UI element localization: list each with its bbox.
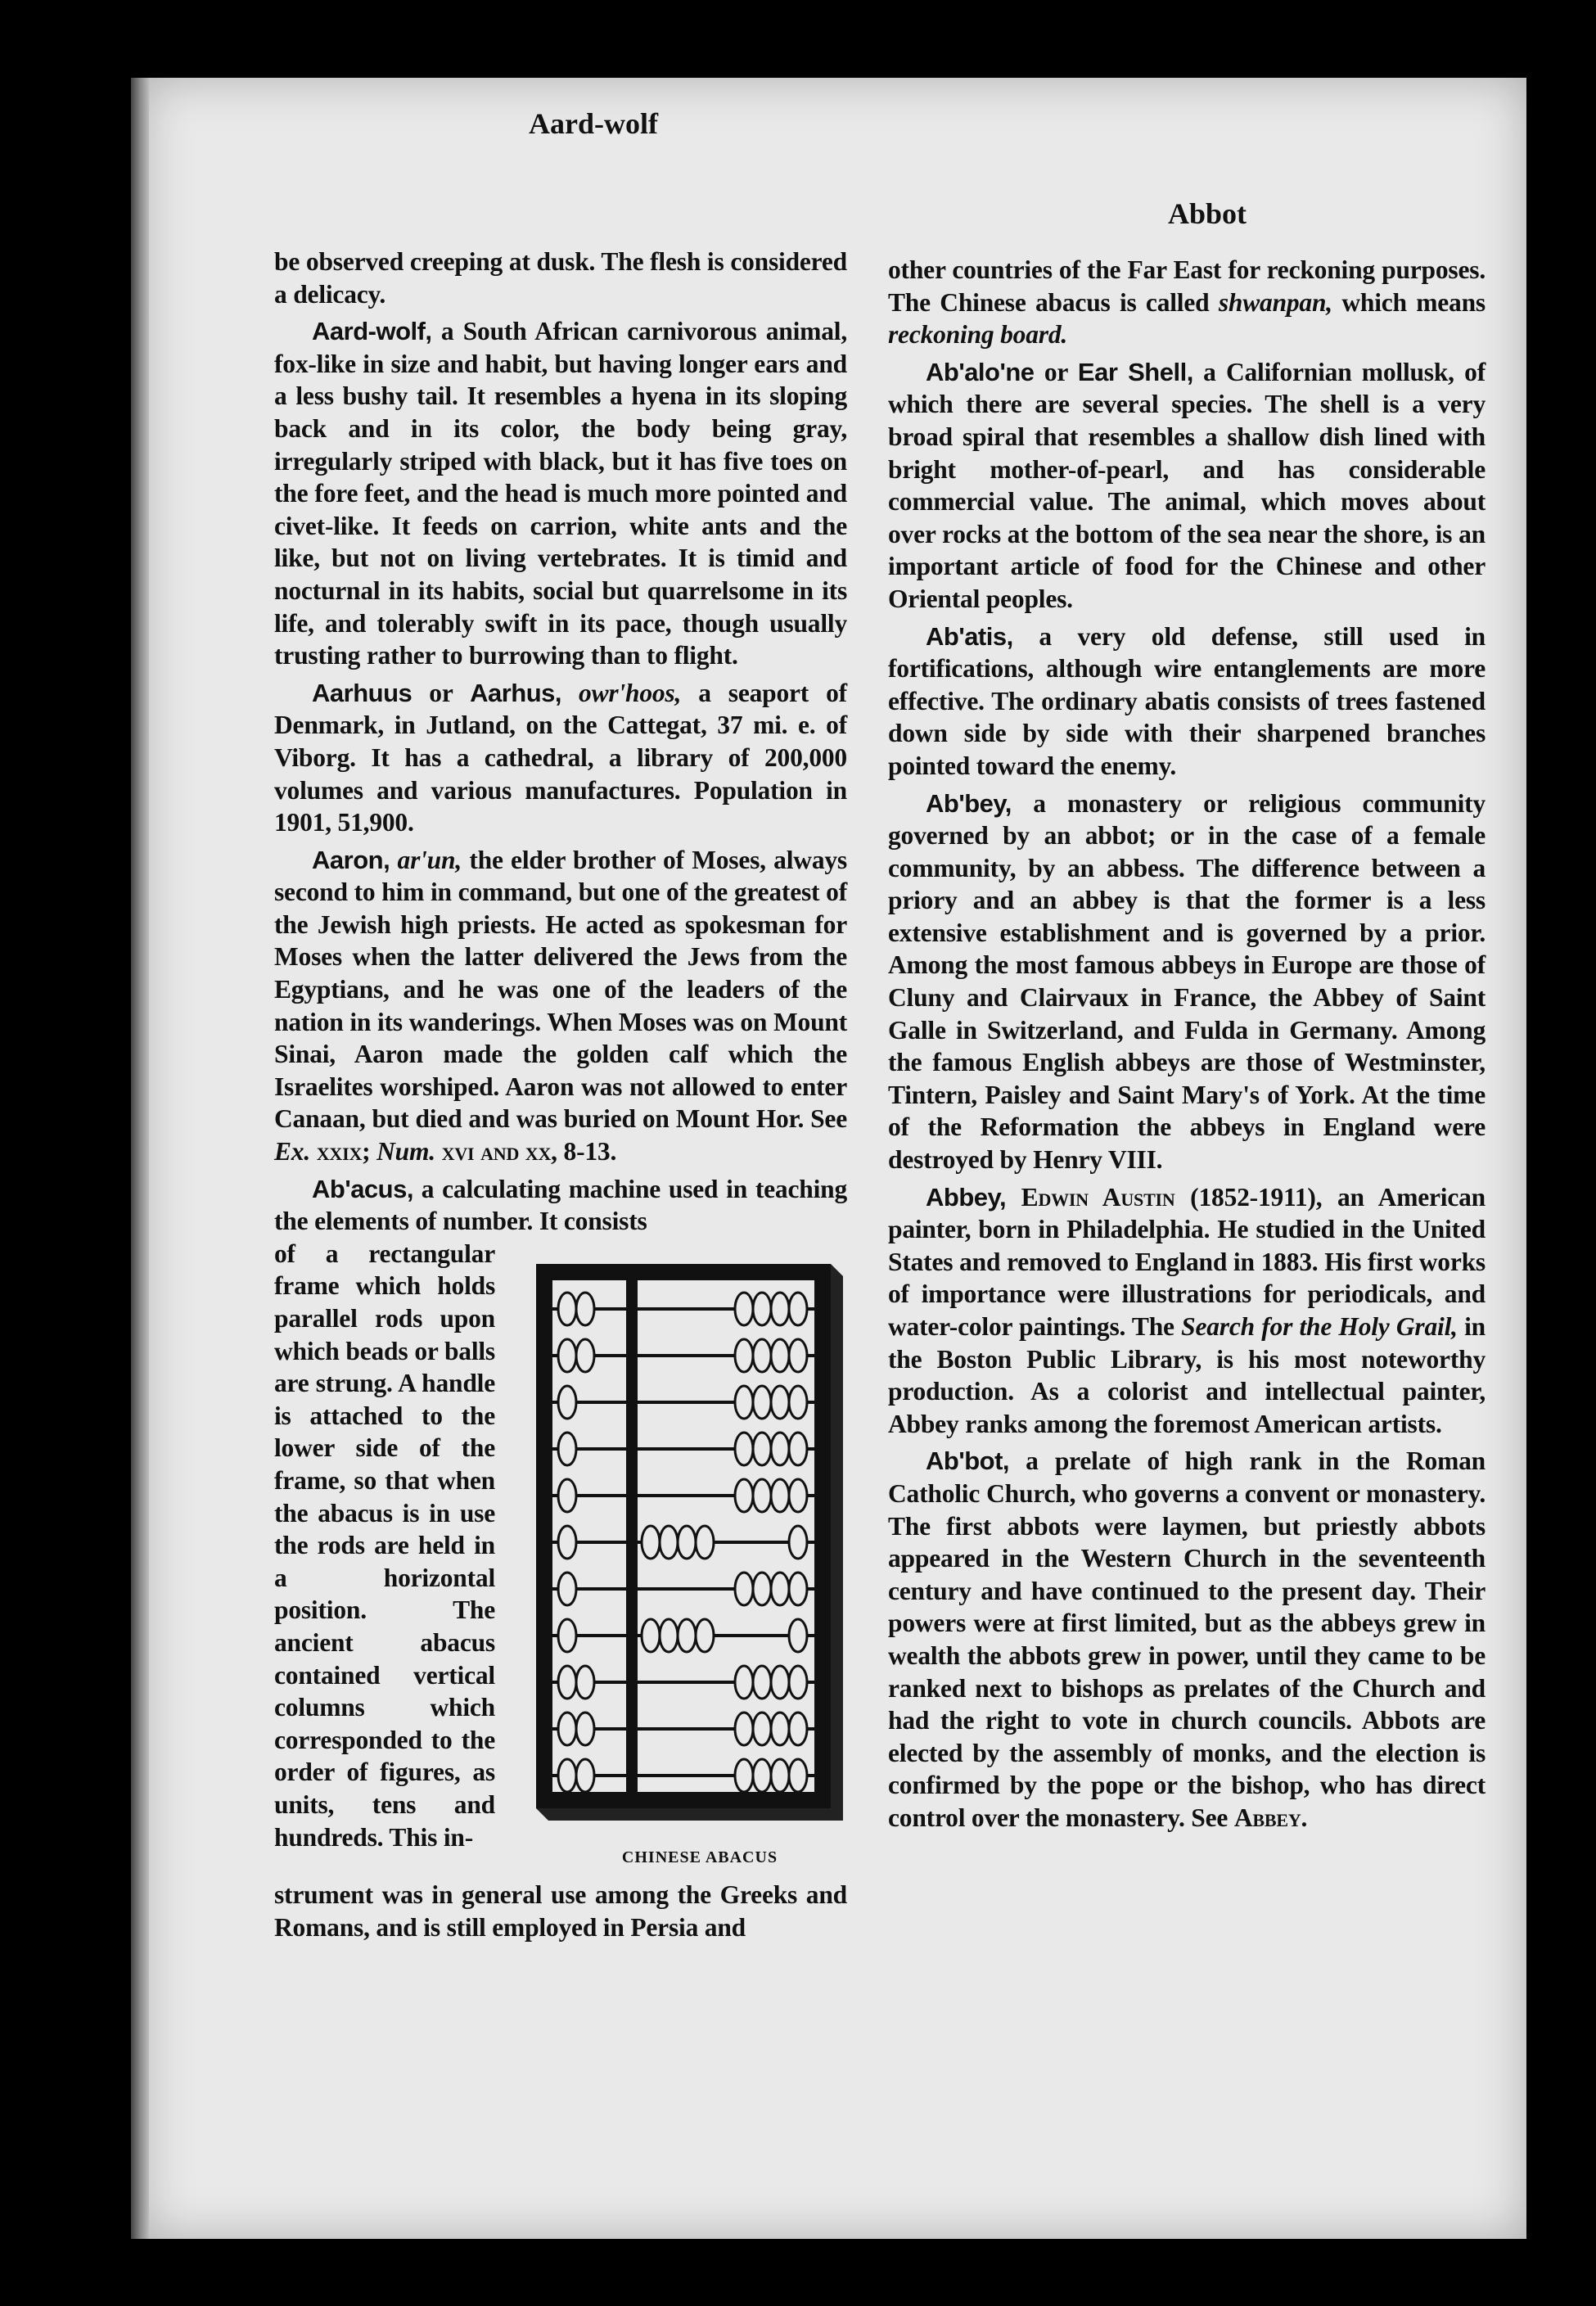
abacus-bead [696, 1619, 714, 1652]
abacus-bead [735, 1293, 753, 1325]
connector-text: or [1034, 357, 1078, 386]
abacus-bead [576, 1666, 594, 1699]
abacus-bead [789, 1293, 807, 1325]
entry-text: (1852-1911), an American painter, born in Philadelphia. He studied in the United States and removed to England in 1883. His first works of importance were illustrations for periodicals, and water-color paintings. The [888, 1182, 1486, 1341]
abacus-bead [753, 1386, 771, 1419]
abacus-bead [771, 1433, 789, 1465]
abacus-bead [789, 1573, 807, 1605]
abacus-bead [576, 1293, 594, 1325]
entry-text: a Californian mollusk, of which there are several species. The shell is a very broad spiral that resembles a shallow dish lined with bright mother-of-pearl, and has considerable commercial value. The animal, which moves about over rocks at the bottom of the sea near the shore, is an important article of food for the Chinese and other Oriental peoples. [888, 357, 1486, 613]
paragraph-continuation [274, 246, 847, 310]
headword-abbey: Ab'bey, [926, 788, 1012, 818]
headword-abalone: Ab'alo'ne [926, 357, 1035, 386]
abacus-figure [520, 1248, 847, 1875]
abacus-bead [576, 1339, 594, 1372]
abacus-bead [789, 1479, 807, 1512]
headword-aard-wolf: Aard-wolf, [312, 317, 432, 346]
abacus-bead [660, 1619, 678, 1652]
abacus-bead [642, 1526, 660, 1559]
entry-abbot [888, 1445, 1486, 1834]
abacus-illustration [520, 1248, 847, 1837]
abacus-bead [789, 1619, 807, 1652]
abacus-bead [771, 1759, 789, 1792]
entry-text: of a rectangular frame which holds parallel rods upon which beads or balls are strung. A handle is attached to the lower side of the frame, so that when the abacus is in use the rods are held in a horizontal position. The ancient abacus contained vertical columns which corresponded to the order of figures, as units, tens and hundreds. This in- [274, 1239, 495, 1852]
abacus-bead [735, 1759, 753, 1792]
entry-text: a calculating machine used in teaching the elements of number. It consists [274, 1174, 847, 1236]
entry-text: other countries of the Far East for reckoning purposes. The Chinese abacus is called [888, 255, 1486, 317]
term-shwanpan: shwanpan, [1218, 287, 1332, 317]
entry-abacus [274, 1173, 847, 1238]
entry-aarhuus [274, 677, 847, 839]
abacus-bead [558, 1526, 576, 1559]
cross-reference: Abbey. [1233, 1803, 1308, 1832]
abacus-bead [735, 1386, 753, 1419]
entry-text: a seaport of Denmark, in Jutland, on the Cattegat, 37 mi. e. of Viborg. It has a cathedral, a library of 200,000 volumes and various manufactures. Population in 1901, 51,900. [274, 678, 847, 837]
abacus-bead [735, 1433, 753, 1465]
abacus-continuation [888, 254, 1486, 351]
abacus-bead [789, 1386, 807, 1419]
abacus-wrapped-text [274, 1238, 495, 1853]
entry-abbey [888, 787, 1486, 1176]
entry-abalone [888, 356, 1486, 616]
abacus-bead [660, 1526, 678, 1559]
abacus-bead [771, 1293, 789, 1325]
headword-abbey-person: Abbey, [926, 1182, 1007, 1212]
entry-text: in the Boston Public Library, is his most noteworthy production. As a colorist and intellectual painter, Abbey ranks among the foremost American artists. [888, 1312, 1486, 1438]
entry-abatis [888, 620, 1486, 783]
abacus-bead [735, 1666, 753, 1699]
pronunciation: owr'hoos, [561, 678, 682, 707]
abacus-bead [576, 1759, 594, 1792]
abacus-bead [678, 1526, 696, 1559]
entry-text: a monastery or religious community governed by an abbot; or in the case of a female community, by an abbess. The difference between a priory and an abbey is that the former is a less extensive establishment and is governed by a prior. Among the most famous abbeys in Europe are those of Cluny and Clairvaux in France, the Abbey of Saint Galle in Switzerland, and Fulda in Germany. Among the famous English abbeys are those of Westminster, Tintern, Paisley and Saint Mary's of York. At the time of the Reformation the abbeys in England were destroyed by Henry VIII. [888, 788, 1486, 1175]
abacus-bead [789, 1759, 807, 1792]
running-head-right: Abbot [1167, 197, 1247, 230]
abacus-bead [558, 1573, 576, 1605]
abacus-bead [558, 1713, 576, 1745]
entry-text: a South African carnivorous animal, fox-like in size and habit, but having longer ears and a less bushy tail. It resembles a hyena in its sloping back and in its color, the body being gray, irregularly striped with black, but it has five toes on the fore feet, and the head is much more pointed and civet-like. It feeds on carrion, white ants and the like, but not on living vertebrates. It is timid and nocturnal in its habits, social but quarrelsome in its life, and tolerably swift in its pace, though usually trusting rather to burrowing than to flight. [274, 317, 847, 670]
abacus-bead [558, 1479, 576, 1512]
abacus-bead [771, 1339, 789, 1372]
abacus-bead [735, 1479, 753, 1512]
abacus-bead [558, 1293, 576, 1325]
abacus-bead [642, 1619, 660, 1652]
headword-abbot: Ab'bot, [926, 1446, 1010, 1476]
reference-numbers: Num. [376, 1137, 435, 1167]
abacus-bead [558, 1619, 576, 1652]
abacus-bead [753, 1573, 771, 1605]
abacus-bead [771, 1479, 789, 1512]
reference-number: xxix; [310, 1137, 377, 1167]
abacus-bead [789, 1433, 807, 1465]
person-name: Edwin Austin [1006, 1182, 1175, 1212]
abacus-bead [753, 1713, 771, 1745]
page-edge-shadow [131, 78, 149, 2239]
abacus-bead [753, 1479, 771, 1512]
abacus-bead [771, 1666, 789, 1699]
headword-ear-shell: Ear Shell, [1077, 357, 1193, 386]
headword-abacus: Ab'acus, [312, 1174, 413, 1203]
figure-caption: CHINESE ABACUS [621, 1848, 778, 1866]
entry-abbey-edwin-austin [888, 1181, 1486, 1441]
abacus-bead [576, 1713, 594, 1745]
headword-abatis: Ab'atis, [926, 621, 1013, 651]
abacus-bead [696, 1526, 714, 1559]
reference-number: xvi and xx, 8-13. [435, 1137, 617, 1167]
abacus-bead [771, 1386, 789, 1419]
pronunciation: ar'un, [390, 845, 462, 874]
abacus-bead [789, 1339, 807, 1372]
entry-text: a prelate of high rank in the Roman Catholic Church, who governs a convent or monastery. The first abbots were laymen, but priestly abbots appeared in the Western Church in the seventeenth century and have continued to the present day. Their powers were at first limited, but as the abbeys grew in wealth the abbots grew in power, until they came to be ranked next to bishops as prelates of the Church and had the right to vote in church councils. Abbots are elected by the assembly of monks, and the election is confirmed by the pope or the bishop, who has direct control over the monastery. See [888, 1446, 1486, 1832]
abacus-bead [735, 1713, 753, 1745]
entry-text: a very old defense, still used in fortifications, although wire entanglements are more effective. The ordinary abatis consists of trees fastened down side by side with their sharpened branches pointed toward the enemy. [888, 621, 1486, 780]
term-meaning: reckoning board. [888, 320, 1068, 350]
entry-text: strument was in general use among the Greeks and Romans, and is still employed in Persia and [274, 1880, 847, 1942]
entry-aard-wolf [274, 315, 847, 672]
abacus-continued [274, 1879, 847, 1943]
reference-exodus: Ex. [274, 1137, 311, 1167]
abacus-bead [789, 1526, 807, 1559]
abacus-bead [753, 1339, 771, 1372]
abacus-bead [789, 1713, 807, 1745]
entry-text: which means [1332, 287, 1486, 317]
abacus-bead [558, 1386, 576, 1419]
headword-aarhuus: Aarhuus [312, 678, 413, 707]
headword-aarhus: Aarhus, [470, 678, 561, 707]
abacus-bead [558, 1433, 576, 1465]
headword-aaron: Aaron, [312, 845, 390, 874]
entry-aaron [274, 844, 847, 1168]
abacus-bead [753, 1666, 771, 1699]
right-column [888, 254, 1486, 1839]
running-head-left: Aard-wolf [529, 107, 658, 140]
abacus-bead [789, 1666, 807, 1699]
connector-text: or [412, 678, 471, 707]
continuation-text: be observed creeping at dusk. The flesh is considered a delicacy. [274, 247, 847, 309]
entry-text: the elder brother of Moses, always second to him in command, but one of the greatest of the Jewish high priests. He acted as spokesman for Moses when the latter delivered the Jews from the Egyptians, and he was one of the leaders of the nation in its wanderings. When Moses was on Mount Sinai, Aaron made the golden calf which the Israelites worshiped. Aaron was not allowed to enter Canaan, but died and was buried on Mount Hor. See [274, 845, 847, 1134]
abacus-bead [753, 1293, 771, 1325]
abacus-bead [558, 1339, 576, 1372]
abacus-bead [753, 1759, 771, 1792]
abacus-bead [558, 1666, 576, 1699]
abacus-bead [753, 1433, 771, 1465]
abacus-bead [771, 1573, 789, 1605]
abacus-bead [678, 1619, 696, 1652]
left-column [274, 246, 847, 1949]
abacus-bead [771, 1713, 789, 1745]
abacus-bead [735, 1573, 753, 1605]
abacus-bead [735, 1339, 753, 1372]
abacus-bead [558, 1759, 576, 1792]
artwork-title: Search for the Holy Grail, [1181, 1312, 1458, 1341]
